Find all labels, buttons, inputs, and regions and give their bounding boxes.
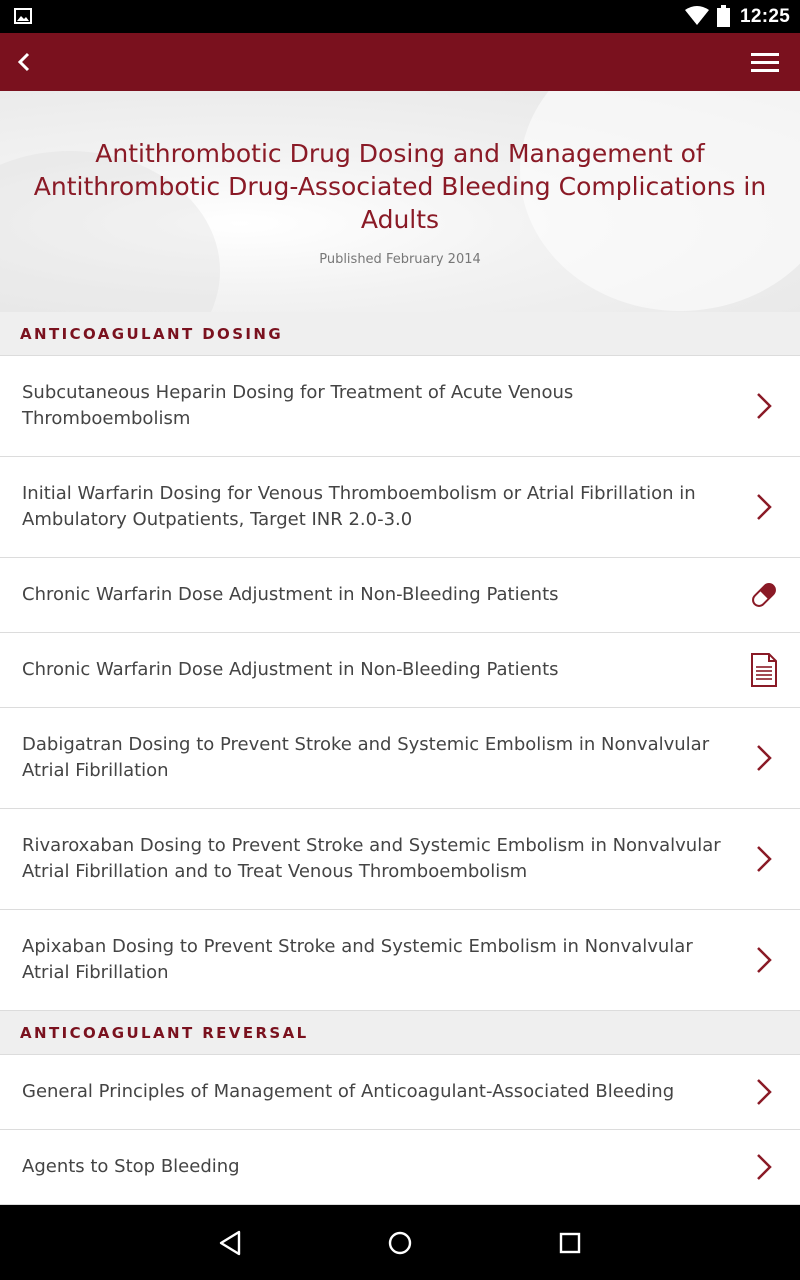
menu-button[interactable]	[745, 42, 785, 82]
section-header-label: ANTICOAGULANT REVERSAL	[20, 1023, 309, 1042]
chevron-right-icon	[748, 491, 780, 523]
list-item[interactable]	[0, 1055, 800, 1130]
list-item-label: Rivaroxaban Dosing to Prevent Stroke and Systemic Embolism in Nonvalvular Atrial Fibrillation and to Treat Venous Thromboembolism	[22, 835, 721, 882]
nav-home-icon	[387, 1230, 413, 1256]
chevron-right-icon	[748, 944, 780, 976]
section-header-anticoagulant-reversal	[0, 1011, 800, 1055]
list-item-label: Subcutaneous Heparin Dosing for Treatment of Acute Venous Thromboembolism	[22, 382, 574, 429]
nav-home-button[interactable]	[380, 1223, 420, 1263]
list-item[interactable]	[0, 356, 800, 457]
status-clock: 12:25	[740, 6, 791, 27]
nav-back-icon	[218, 1230, 242, 1256]
section-header-anticoagulant-dosing	[0, 312, 800, 356]
section-header-label: ANTICOAGULANT DOSING	[20, 324, 284, 343]
list-item-label: Chronic Warfarin Dose Adjustment in Non-Bleeding Patients	[22, 659, 559, 680]
list-item-label: Agents to Stop Bleeding	[22, 1156, 240, 1177]
document-icon	[748, 654, 780, 686]
nav-recents-icon	[559, 1232, 581, 1254]
list-item-label: Chronic Warfarin Dose Adjustment in Non-Bleeding Patients	[22, 584, 559, 605]
hero-banner	[0, 91, 800, 312]
back-button[interactable]	[4, 42, 44, 82]
list-item-label: Dabigatran Dosing to Prevent Stroke and Systemic Embolism in Nonvalvular Atrial Fibrillation	[22, 734, 710, 781]
chevron-right-icon	[748, 843, 780, 875]
list-item[interactable]	[0, 457, 800, 558]
list-item[interactable]	[0, 708, 800, 809]
nav-recents-button[interactable]	[550, 1223, 590, 1263]
pill-icon	[748, 579, 780, 611]
wifi-icon	[685, 6, 709, 26]
battery-icon	[717, 5, 730, 27]
hamburger-menu-icon	[751, 51, 779, 73]
app-bar	[0, 33, 800, 91]
list-item[interactable]	[0, 910, 800, 1011]
list-item[interactable]	[0, 633, 800, 708]
chevron-right-icon	[748, 742, 780, 774]
chevron-right-icon	[748, 1076, 780, 1108]
status-bar	[0, 0, 800, 33]
list-item-label: Initial Warfarin Dosing for Venous Thromboembolism or Atrial Fibrillation in Ambulatory Outpatients, Target INR 2.0-3.0	[22, 483, 696, 530]
back-arrow-icon	[15, 51, 33, 73]
list-item-label: Apixaban Dosing to Prevent Stroke and Systemic Embolism in Nonvalvular Atrial Fibrillation	[22, 936, 693, 983]
nav-back-button[interactable]	[210, 1223, 250, 1263]
image-notification-icon	[14, 8, 32, 24]
published-date: Published February 2014	[319, 252, 481, 267]
chevron-right-icon	[748, 390, 780, 422]
list-item[interactable]	[0, 809, 800, 910]
page-title: Antithrombotic Drug Dosing and Management of Antithrombotic Drug-Associated Bleeding Complications in Adults	[33, 139, 767, 234]
list-item[interactable]	[0, 1130, 800, 1205]
chevron-right-icon	[748, 1151, 780, 1183]
system-nav-bar	[0, 1205, 800, 1280]
list-item-label: General Principles of Management of Anticoagulant-Associated Bleeding	[22, 1081, 675, 1102]
list-item[interactable]	[0, 558, 800, 633]
